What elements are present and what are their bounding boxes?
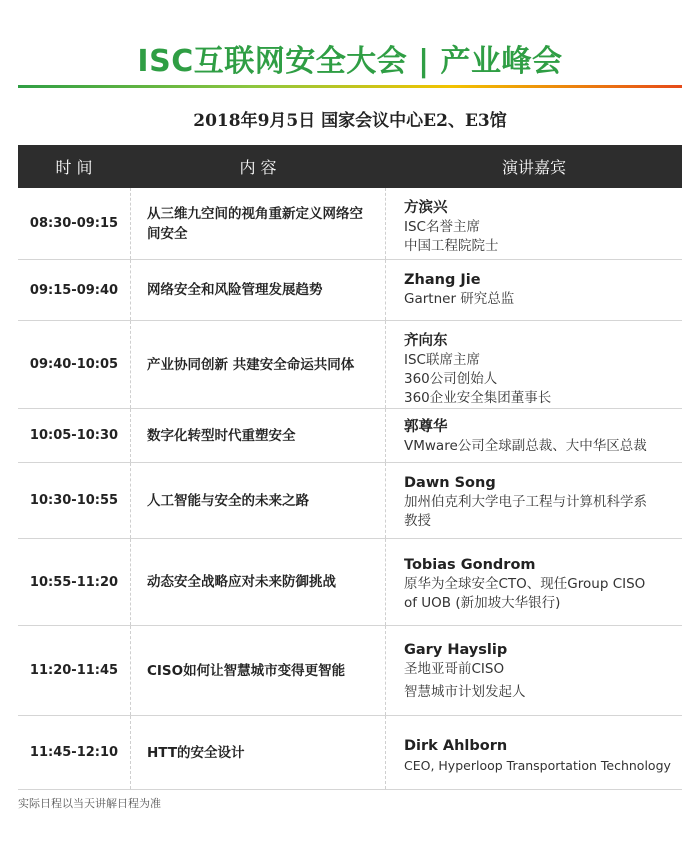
speaker-info [386, 188, 682, 259]
speaker-title: 加州伯克利大学电子工程与计算机科学系 [404, 494, 647, 510]
speaker-title: ISC联席主席 [404, 352, 480, 368]
speaker-name: Dirk Ahlborn [404, 738, 508, 754]
session-topic: 从三维九空间的视角重新定义网络空间安全 [130, 188, 386, 259]
table-row [18, 539, 682, 626]
table-row [18, 260, 682, 321]
speaker-title: 圣地亚哥前CISO [404, 661, 505, 677]
schedule-table [18, 145, 682, 790]
session-time: 10:55-11:20 [29, 574, 119, 590]
table-row [18, 716, 682, 790]
speaker-info [386, 539, 682, 625]
session-topic: 网络安全和风险管理发展趋势 [130, 260, 386, 320]
page-title: ISC互联网安全大会 | 产业峰会 [137, 44, 563, 79]
speaker-title: 教授 [404, 513, 431, 529]
session-time: 09:15-09:40 [29, 282, 119, 298]
speaker-info [386, 409, 682, 462]
header-time: 时 间 [55, 158, 93, 177]
session-time: 10:05-10:30 [29, 428, 119, 443]
speaker-name: 齐向东 [404, 333, 448, 349]
table-row [18, 626, 682, 716]
table-row [18, 409, 682, 463]
table-row [18, 188, 682, 260]
speaker-title: 360公司创始人 [404, 371, 498, 387]
speaker-title: VMware公司全球副总裁、大中华区总裁 [404, 438, 647, 454]
event-date-venue: 2018年9月5日 国家会议中心E2、E3馆 [193, 111, 507, 131]
session-topic: 人工智能与安全的未来之路 [130, 463, 386, 538]
header-content: 内 容 [239, 158, 277, 177]
speaker-name: 方滨兴 [404, 200, 448, 216]
session-time: 09:40-10:05 [29, 357, 119, 372]
speaker-title: 智慧城市计划发起人 [404, 684, 526, 700]
speaker-name: Zhang Jie [404, 272, 481, 288]
table-header [18, 145, 682, 188]
session-topic: CISO如何让智慧城市变得更智能 [130, 626, 386, 715]
table-row [18, 321, 682, 409]
speaker-title: Gartner 研究总监 [404, 291, 515, 307]
speaker-title: CEO, Hyperloop Transportation Technology [404, 758, 671, 773]
speaker-name: 郭尊华 [404, 419, 448, 435]
speaker-info [386, 626, 682, 715]
session-topic: 动态安全战略应对未来防御挑战 [130, 539, 386, 625]
speaker-name: Dawn Song [404, 475, 496, 491]
speaker-name: Gary Hayslip [404, 642, 508, 658]
session-time: 11:20-11:45 [29, 663, 119, 678]
header-speaker: 演讲嘉宾 [501, 158, 566, 177]
session-topic: HTT的安全设计 [130, 716, 386, 789]
speaker-title: 中国工程院院士 [404, 238, 499, 254]
speaker-title: 360企业安全集团董事长 [404, 390, 552, 406]
speaker-info [386, 716, 682, 789]
speaker-title: 原华为全球安全CTO、现任Group CISO [404, 576, 646, 592]
table-row [18, 463, 682, 539]
title-underline-bar [18, 85, 682, 88]
speaker-info [386, 463, 682, 538]
session-time: 11:45-12:10 [29, 745, 119, 760]
speaker-info [386, 321, 682, 408]
session-time: 08:30-09:15 [29, 216, 119, 231]
speaker-title: of UOB (新加坡大华银行) [404, 595, 561, 611]
session-topic: 产业协同创新 共建安全命运共同体 [130, 321, 386, 408]
speaker-name: Tobias Gondrom [404, 557, 536, 573]
session-topic: 数字化转型时代重塑安全 [130, 409, 386, 462]
speaker-title: ISC名誉主席 [404, 219, 480, 235]
speaker-info [386, 260, 682, 320]
schedule-disclaimer: 实际日程以当天讲解日程为准 [18, 797, 161, 810]
session-time: 10:30-10:55 [29, 493, 119, 508]
